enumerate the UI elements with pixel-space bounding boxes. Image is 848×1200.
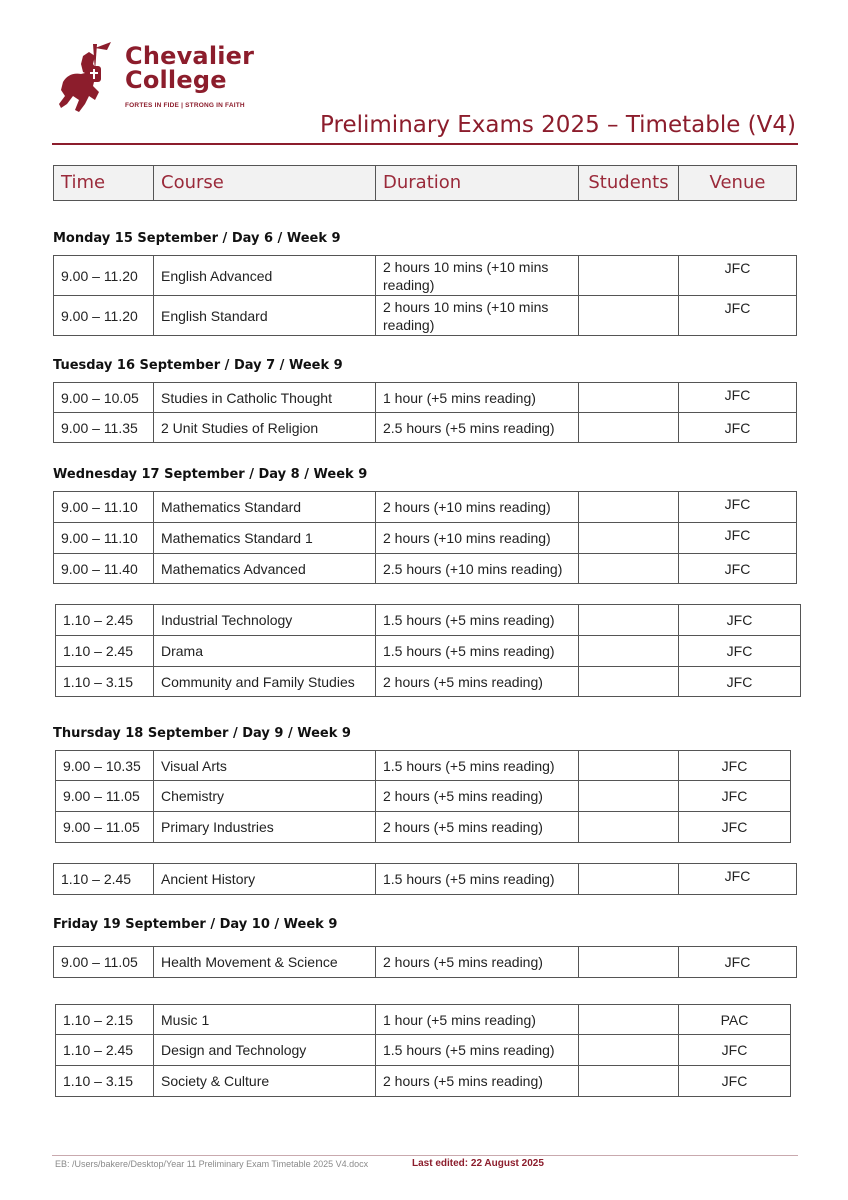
day-heading-wednesday: Wednesday 17 September / Day 8 / Week 9: [53, 467, 368, 482]
duration-cell: 2.5 hours (+10 mins reading): [376, 554, 579, 584]
venue-cell: JFC: [679, 256, 797, 296]
time-cell: 9.00 – 11.10: [54, 492, 154, 523]
knight-crest-icon: [55, 42, 121, 116]
duration-cell: 2 hours (+5 mins reading): [376, 947, 579, 978]
time-cell: 9.00 – 11.05: [56, 781, 154, 812]
duration-cell: 1 hour (+5 mins reading): [376, 383, 579, 413]
table-row: [54, 947, 797, 978]
course-cell: Community and Family Studies: [154, 667, 376, 697]
course-cell: Mathematics Standard: [154, 492, 376, 523]
header-time: Time: [54, 166, 154, 201]
time-cell: 9.00 – 11.40: [54, 554, 154, 584]
table-row: [54, 492, 797, 523]
students-cell: [579, 256, 679, 296]
header-course: Course: [154, 166, 376, 201]
venue-cell: JFC: [679, 1066, 791, 1097]
venue-cell: JFC: [679, 1035, 791, 1066]
course-cell: Mathematics Standard 1: [154, 523, 376, 554]
table-row: [56, 781, 791, 812]
students-cell: [579, 296, 679, 336]
venue-cell: JFC: [679, 296, 797, 336]
document-title: Preliminary Exams 2025 – Timetable (V4): [320, 112, 796, 138]
students-cell: [579, 1005, 679, 1035]
students-cell: [579, 1066, 679, 1097]
duration-cell: 2 hours (+5 mins reading): [376, 1066, 579, 1097]
venue-cell: JFC: [679, 864, 797, 895]
duration-cell: 2 hours (+10 mins reading): [376, 523, 579, 554]
venue-cell: JFC: [679, 523, 797, 554]
college-motto: FORTES IN FIDE | STRONG IN FAITH: [125, 102, 245, 109]
table-row: [54, 864, 797, 895]
college-name-line2: College: [125, 66, 227, 94]
time-cell: 1.10 – 2.45: [56, 605, 154, 636]
time-cell: 9.00 – 10.35: [56, 751, 154, 781]
column-header-table: [53, 165, 797, 201]
course-cell: Society & Culture: [154, 1066, 376, 1097]
table-row: [56, 751, 791, 781]
students-cell: [579, 413, 679, 443]
time-cell: 1.10 – 3.15: [56, 1066, 154, 1097]
course-cell: Studies in Catholic Thought: [154, 383, 376, 413]
venue-cell: JFC: [679, 812, 791, 843]
duration-cell: 1.5 hours (+5 mins reading): [376, 605, 579, 636]
venue-cell: JFC: [679, 554, 797, 584]
course-cell: 2 Unit Studies of Religion: [154, 413, 376, 443]
time-cell: 9.00 – 11.10: [54, 523, 154, 554]
duration-cell: 1 hour (+5 mins reading): [376, 1005, 579, 1035]
exam-table-monday: [53, 255, 797, 336]
table-row: [56, 1035, 791, 1066]
time-cell: 1.10 – 2.45: [54, 864, 154, 895]
footer-divider: [52, 1155, 798, 1156]
time-cell: 1.10 – 3.15: [56, 667, 154, 697]
students-cell: [579, 667, 679, 697]
venue-cell: JFC: [679, 667, 801, 697]
course-cell: Design and Technology: [154, 1035, 376, 1066]
time-cell: 9.00 – 11.20: [54, 256, 154, 296]
venue-cell: JFC: [679, 383, 797, 413]
students-cell: [579, 864, 679, 895]
duration-cell: 2 hours (+10 mins reading): [376, 492, 579, 523]
course-cell: Mathematics Advanced: [154, 554, 376, 584]
course-cell: Chemistry: [154, 781, 376, 812]
students-cell: [579, 383, 679, 413]
course-cell: Primary Industries: [154, 812, 376, 843]
header-students: Students: [579, 166, 679, 201]
venue-cell: JFC: [679, 413, 797, 443]
students-cell: [579, 605, 679, 636]
exam-table-tuesday: [53, 382, 797, 443]
venue-cell: JFC: [679, 947, 797, 978]
exam-table-wednesday-morning: [53, 491, 797, 584]
day-heading-friday: Friday 19 September / Day 10 / Week 9: [53, 917, 338, 932]
exam-table-friday-afternoon: [55, 1004, 791, 1097]
table-row: [54, 296, 797, 336]
students-cell: [579, 636, 679, 667]
course-cell: Industrial Technology: [154, 605, 376, 636]
table-row: [56, 1005, 791, 1035]
exam-table-wednesday-afternoon: [55, 604, 801, 697]
table-row: [56, 812, 791, 843]
college-name-line1: Chevalier: [125, 42, 255, 70]
duration-cell: 2 hours (+5 mins reading): [376, 812, 579, 843]
venue-cell: PAC: [679, 1005, 791, 1035]
duration-cell: 2 hours 10 mins (+10 mins reading): [376, 256, 579, 296]
time-cell: 9.00 – 10.05: [54, 383, 154, 413]
day-heading-tuesday: Tuesday 16 September / Day 7 / Week 9: [53, 358, 343, 373]
table-row: [54, 413, 797, 443]
time-cell: 1.10 – 2.15: [56, 1005, 154, 1035]
students-cell: [579, 554, 679, 584]
venue-cell: JFC: [679, 605, 801, 636]
table-row: [56, 1066, 791, 1097]
time-cell: 9.00 – 11.35: [54, 413, 154, 443]
students-cell: [579, 523, 679, 554]
time-cell: 1.10 – 2.45: [56, 636, 154, 667]
exam-table-friday-morning: [53, 946, 797, 978]
college-logo: [55, 42, 265, 116]
table-row: [54, 523, 797, 554]
exam-table-thursday-afternoon: [53, 863, 797, 895]
students-cell: [579, 492, 679, 523]
course-cell: Visual Arts: [154, 751, 376, 781]
duration-cell: 2 hours (+5 mins reading): [376, 667, 579, 697]
duration-cell: 1.5 hours (+5 mins reading): [376, 636, 579, 667]
table-row: [54, 383, 797, 413]
table-row: [56, 605, 801, 636]
header-venue: Venue: [679, 166, 797, 201]
students-cell: [579, 1035, 679, 1066]
duration-cell: 1.5 hours (+5 mins reading): [376, 864, 579, 895]
venue-cell: JFC: [679, 492, 797, 523]
course-cell: Music 1: [154, 1005, 376, 1035]
table-row: [56, 667, 801, 697]
course-cell: English Standard: [154, 296, 376, 336]
time-cell: 9.00 – 11.05: [56, 812, 154, 843]
venue-cell: JFC: [679, 636, 801, 667]
students-cell: [579, 947, 679, 978]
day-heading-thursday: Thursday 18 September / Day 9 / Week 9: [53, 726, 351, 741]
duration-cell: 1.5 hours (+5 mins reading): [376, 1035, 579, 1066]
course-cell: Drama: [154, 636, 376, 667]
title-divider: [52, 143, 798, 145]
time-cell: 1.10 – 2.45: [56, 1035, 154, 1066]
course-cell: Health Movement & Science: [154, 947, 376, 978]
duration-cell: 2.5 hours (+5 mins reading): [376, 413, 579, 443]
college-name: [125, 44, 254, 92]
table-row: [54, 554, 797, 584]
footer-last-edited: Last edited: 22 August 2025: [412, 1158, 544, 1169]
day-heading-monday: Monday 15 September / Day 6 / Week 9: [53, 231, 341, 246]
venue-cell: JFC: [679, 751, 791, 781]
time-cell: 9.00 – 11.20: [54, 296, 154, 336]
students-cell: [579, 812, 679, 843]
table-row: [56, 636, 801, 667]
duration-cell: 2 hours (+5 mins reading): [376, 781, 579, 812]
footer-file-path: EB: /Users/bakere/Desktop/Year 11 Preliminary Exam Timetable 2025 V4.docx: [55, 1159, 369, 1169]
venue-cell: JFC: [679, 781, 791, 812]
duration-cell: 2 hours 10 mins (+10 mins reading): [376, 296, 579, 336]
header-duration: Duration: [376, 166, 579, 201]
course-cell: Ancient History: [154, 864, 376, 895]
exam-table-thursday-morning: [55, 750, 791, 843]
course-cell: English Advanced: [154, 256, 376, 296]
table-row: [54, 256, 797, 296]
time-cell: 9.00 – 11.05: [54, 947, 154, 978]
duration-cell: 1.5 hours (+5 mins reading): [376, 751, 579, 781]
students-cell: [579, 751, 679, 781]
students-cell: [579, 781, 679, 812]
